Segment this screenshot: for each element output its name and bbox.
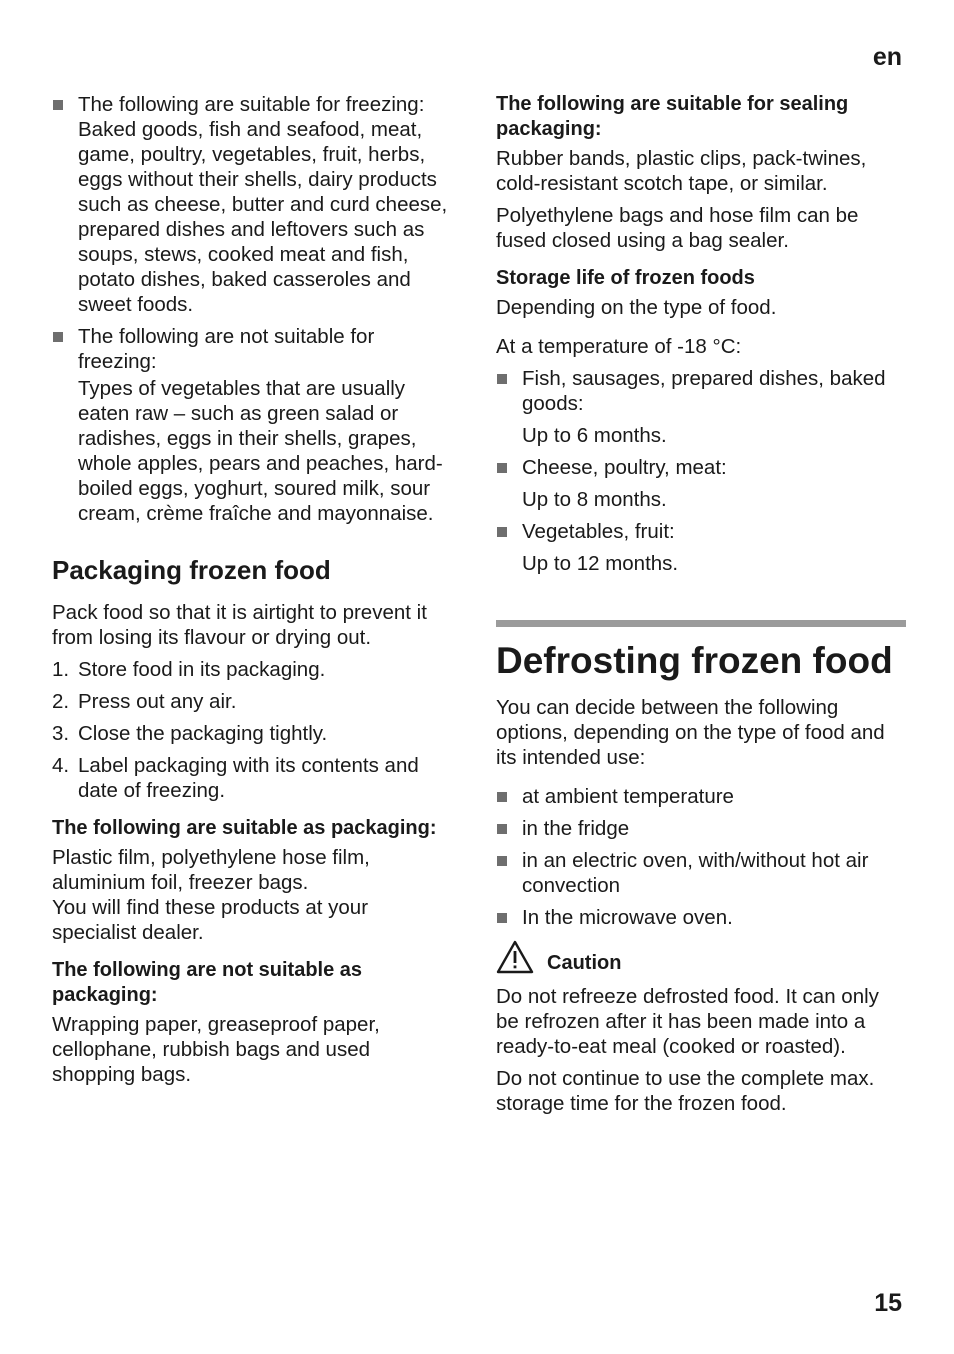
step-text: Close the packaging tightly. [78,722,328,745]
not-suitable-packaging-heading: The following are not suitable as packaging: [52,959,363,1006]
suitable-packaging-heading: The following are suitable as packaging: [52,817,437,839]
packaging-intro: Pack food so that it is airtight to prevent it from losing its flavour or drying out. [52,601,427,649]
storage-item-label: Cheese, poultry, meat: [522,456,727,479]
language-label: en [872,43,902,71]
storage-duration: Up to 6 months. [522,424,667,447]
page-number: 15 [874,1289,902,1317]
warning-triangle-icon [496,940,534,974]
step-item [52,657,458,682]
bullet-text: The following are not suitable for freezing: [78,325,375,373]
step-text: Press out any air. [78,690,237,713]
left-column [52,92,458,1094]
storage-text: Depending on the type of food. [496,296,777,319]
bullet-square-icon [53,332,63,342]
packaging-heading: Packaging frozen food [52,555,331,585]
storage-temperature: At a temperature of -18 °C: [496,335,742,358]
bullet-item [52,92,458,317]
suitable-packaging-line: Plastic film, polyethylene hose film, aluminium foil, freezer bags. [52,846,370,894]
right-column [496,92,906,1123]
storage-duration: Up to 12 months. [522,552,679,575]
storage-item [496,366,906,416]
defrost-option [496,848,906,898]
step-text: Store food in its packaging. [78,658,326,681]
bullet-square-icon [497,792,507,802]
not-suitable-packaging-text: Wrapping paper, greaseproof paper, cellophane, rubbish bags and used shopping bags. [52,1013,380,1086]
bullet-square-icon [497,527,507,537]
storage-item-label: Vegetables, fruit: [522,520,675,543]
storage-item [496,519,906,544]
bullet-text: The following are suitable for freezing: Baked goods, fish and seafood, meat, game, poultry, vegetables, fruit, herbs, eggs without their shells, dairy products such as cheese, butter and curd cheese, prepared dishes and leftovers such as soups, stews, cooked meat and fish, potato dishes, baked casseroles and sweet foods. [78,93,448,316]
step-number: 3. [52,722,70,745]
bullet-square-icon [497,824,507,834]
defrost-option [496,784,906,809]
step-item [52,721,458,746]
bullet-square-icon [497,463,507,473]
step-item [52,753,458,803]
defrost-option [496,905,906,930]
caution-text: Do not continue to use the complete max. storage time for the frozen food. [496,1067,875,1115]
defrost-option-text: at ambient temperature [522,785,734,808]
step-number: 2. [52,690,70,713]
defrost-option-text: in an electric oven, with/without hot air convection [522,849,869,897]
step-text: Label packaging with its contents and date of freezing. [78,754,419,802]
bullet-square-icon [497,913,507,923]
caution-label: Caution [547,951,622,974]
sealing-text: Polyethylene bags and hose film can be fused closed using a bag sealer. [496,204,859,252]
defrost-option-text: In the microwave oven. [522,906,733,929]
storage-duration: Up to 8 months. [522,488,667,511]
suitable-packaging-text [52,845,458,945]
bullet-item [52,324,458,374]
storage-heading: Storage life of frozen foods [496,267,755,289]
caution-block [496,940,906,974]
defrost-option [496,816,906,841]
step-item [52,689,458,714]
bullet-square-icon [497,856,507,866]
step-number: 4. [52,754,70,777]
sealing-text: Rubber bands, plastic clips, pack-twines, cold-resistant scotch tape, or similar. [496,147,867,195]
bullet-square-icon [53,100,63,110]
defrost-heading: Defrosting frozen food [496,640,893,681]
section-divider [496,620,906,627]
storage-item [496,455,906,480]
not-suitable-freezing-text: Types of vegetables that are usually eaten raw – such as green salad or radishes, eggs in their shells, grapes, whole apples, pears and peaches, hard-boiled eggs, yoghurt, soured milk, sour cream, crème fraîche and mayonnaise. [78,377,443,525]
step-number: 1. [52,658,70,681]
bullet-square-icon [497,374,507,384]
storage-item-label: Fish, sausages, prepared dishes, baked goods: [522,367,886,415]
defrost-intro: You can decide between the following options, depending on the type of food and its intended use: [496,696,885,769]
defrost-option-text: in the fridge [522,817,630,840]
caution-text: Do not refreeze defrosted food. It can only be refrozen after it has been made into a ready-to-eat meal (cooked or roasted). [496,985,879,1058]
sealing-heading: The following are suitable for sealing packaging: [496,93,849,140]
dealer-line: You will find these products at your specialist dealer. [52,896,369,944]
